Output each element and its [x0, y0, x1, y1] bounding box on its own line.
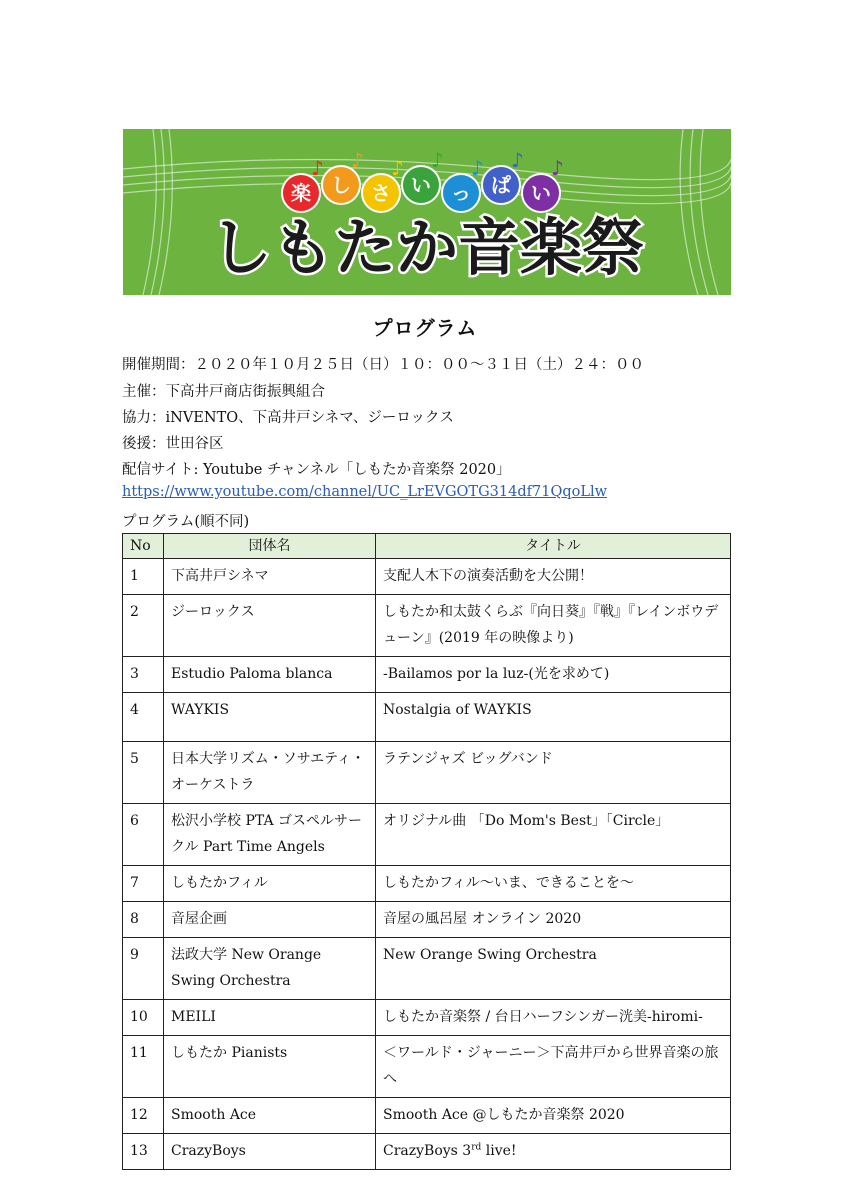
cell-no: 13: [123, 1134, 164, 1170]
cell-group: 日本大学リズム・ソサエティ・オーケストラ: [164, 742, 376, 804]
header-group: 団体名: [164, 534, 376, 559]
program-table: [122, 533, 731, 1170]
cell-group: 松沢小学校 PTA ゴスペルサークル Part Time Angels: [164, 804, 376, 866]
cell-title-text: CrazyBoys 3: [383, 1143, 472, 1159]
event-period: 開催期間：２０２０年１０月２５日（日）１０：００～３１日（土）２４：００: [122, 357, 644, 373]
cell-group: しもたか Pianists: [164, 1036, 376, 1098]
table-row: [123, 693, 731, 742]
cell-no: 12: [123, 1098, 164, 1134]
page-title: プログラム: [372, 316, 478, 340]
banner-main-title: しもたか音楽祭: [209, 211, 645, 284]
cell-no: 7: [123, 866, 164, 902]
table-row: [123, 1036, 731, 1098]
header-title: タイトル: [376, 534, 731, 559]
cell-no: 6: [123, 804, 164, 866]
table-row: [123, 938, 731, 1000]
cell-title: しもたかフィル～いま、できることを～: [376, 866, 731, 902]
table-row: [123, 902, 731, 938]
tagline-char: 楽: [291, 181, 311, 205]
header-no: No: [123, 534, 164, 559]
music-note-icon: ♪: [351, 148, 364, 172]
cell-group: ジーロックス: [164, 595, 376, 657]
tagline-char: い: [531, 181, 551, 205]
cell-title: オリジナル曲 「Do Mom's Best」「Circle」: [376, 804, 731, 866]
festival-banner: [123, 129, 731, 295]
tagline-char: さ: [371, 181, 391, 205]
cell-no: 4: [123, 693, 164, 742]
tagline-char: っ: [451, 181, 471, 205]
tagline-char: し: [331, 173, 351, 197]
tagline-char: ぱ: [491, 173, 511, 197]
cell-title: New Orange Swing Orchestra: [376, 938, 731, 1000]
cell-group: Estudio Paloma blanca: [164, 657, 376, 693]
music-note-icon: ♪: [511, 148, 524, 172]
cell-no: 11: [123, 1036, 164, 1098]
cell-title: しもたか音楽祭 / 台日ハーフシンガー洸美-hiromi-: [376, 1000, 731, 1036]
tagline-char: い: [411, 173, 431, 197]
music-note-icon: ♪: [431, 148, 444, 172]
cell-group: しもたかフィル: [164, 866, 376, 902]
streaming-site: 配信サイト: Youtube チャンネル「しもたか音楽祭 2020」: [122, 462, 511, 478]
table-row: [123, 866, 731, 902]
cell-no: 1: [123, 559, 164, 595]
music-note-icon: ♪: [391, 156, 404, 180]
organizer: 主催：下高井戸商店街振興組合: [122, 384, 325, 400]
cell-no: 3: [123, 657, 164, 693]
table-header-row: [123, 534, 731, 559]
cell-title: -Bailamos por la luz-(光を求めて): [376, 657, 731, 693]
table-row: [123, 657, 731, 693]
cell-no: 10: [123, 1000, 164, 1036]
cell-no: 9: [123, 938, 164, 1000]
youtube-channel-link[interactable]: https://www.youtube.com/channel/UC_LrEVGOTG314df71QqoLlw: [122, 484, 608, 500]
cell-no: 2: [123, 595, 164, 657]
cell-title: 音屋の風呂屋 オンライン 2020: [376, 902, 731, 938]
music-note-icon: ♪: [551, 156, 564, 180]
banner-artwork: [123, 129, 731, 295]
cell-title: Smooth Ace @しもたか音楽祭 2020: [376, 1098, 731, 1134]
table-row: [123, 1000, 731, 1036]
program-heading: プログラム(順不同): [122, 514, 250, 530]
table-row: [123, 742, 731, 804]
table-row: [123, 559, 731, 595]
cell-group: MEILI: [164, 1000, 376, 1036]
cell-title: しもたか和太鼓くらぶ『向日葵』『戦』『レインボウデューン』(2019 年の映像より): [376, 595, 731, 657]
cell-title: ＜ワールド・ジャーニー＞下高井戸から世界音楽の旅へ: [376, 1036, 731, 1098]
cell-title-superscript: rd: [471, 1142, 482, 1153]
cell-group: Smooth Ace: [164, 1098, 376, 1134]
music-note-icon: ♪: [311, 156, 324, 180]
table-row: [123, 1098, 731, 1134]
cell-title: [376, 1134, 731, 1170]
cell-group: 音屋企画: [164, 902, 376, 938]
cell-group: 法政大学 New Orange Swing Orchestra: [164, 938, 376, 1000]
table-row: [123, 804, 731, 866]
cell-group: 下高井戸シネマ: [164, 559, 376, 595]
cell-title: 支配人木下の演奏活動を大公開！: [376, 559, 731, 595]
table-row: [123, 1134, 731, 1170]
music-note-icon: ♪: [471, 156, 484, 180]
cell-group: CrazyBoys: [164, 1134, 376, 1170]
table-row: [123, 595, 731, 657]
cell-group: WAYKIS: [164, 693, 376, 742]
cooperation: 協力：iNVENTO、下高井戸シネマ、ジーロックス: [122, 410, 454, 426]
cell-title-suffix: live!: [481, 1143, 517, 1159]
cell-title: Nostalgia of WAYKIS: [376, 693, 731, 742]
cell-no: 5: [123, 742, 164, 804]
cell-no: 8: [123, 902, 164, 938]
cell-title: ラテンジャズ ビッグバンド: [376, 742, 731, 804]
support: 後援：世田谷区: [122, 436, 224, 452]
